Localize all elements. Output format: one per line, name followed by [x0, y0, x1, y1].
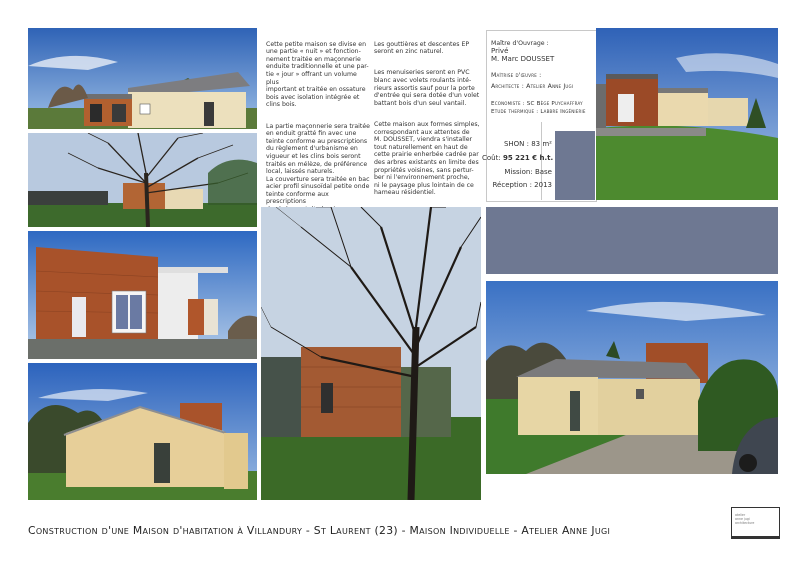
cost-value: 95 221 € h.t. [502, 154, 554, 162]
photo-tree-and-house [28, 133, 257, 227]
atelier-logo [731, 507, 780, 539]
description-column-1 [266, 33, 370, 227]
owner-type: Privé [491, 47, 509, 55]
owner-label: Maître d'Ouvrage : [491, 40, 549, 47]
photo-wood-cladding-corner [28, 231, 257, 359]
photo-house-with-driveway [486, 281, 778, 474]
description-paragraph: Les menuiseries seront en PVC blanc avec volets roulants inté- rieurs assortis sauf pour la porte d'entrée qui sera dotée d'un volet battant bois d'un seul vantail. [374, 69, 480, 107]
reception-value: Réception : 2013 [492, 181, 552, 189]
cost-label: Coût: [482, 154, 501, 162]
photo-tree-in-front-of-house [261, 207, 481, 500]
slate-accent-bar [555, 131, 595, 200]
logo-underline [731, 536, 780, 539]
photo-house-on-hill [596, 28, 778, 200]
thermal-credit: Etude thermique : Labbre Ingénierie [491, 109, 586, 115]
owner-name: M. Marc DOUSSET [491, 55, 555, 63]
logo-line: atelier [735, 513, 746, 517]
photo-render-gable-facade [28, 363, 257, 500]
shon-value: SHON : 83 m² [503, 140, 552, 148]
logo-line: anne jugi [735, 517, 750, 521]
slate-banner [486, 207, 778, 274]
project-title-footer: Construction d'une Maison d'habitation à Villandury - St Laurent (23) - Maison Individuelle - Atelier Anne Jugi [28, 524, 611, 537]
cost-row [482, 154, 552, 162]
description-paragraph: La partie maçonnerie sera traitée en enduit gratté fin avec une teinte conforme au prescriptions du règlement d'urbanisme en vigueur et les clins bois seront traités en mélèze, de préférence local, laissés naturels. La couverture sera traitée en bac acier profil sinusoïdal petite onde teinte conforme aux prescriptions [266, 122, 370, 206]
mission-value: Mission: Base [504, 168, 552, 176]
economist-credit: Economiste : SC Bège Puychaffray [491, 101, 583, 107]
photo-house-side-view [28, 28, 257, 129]
description-paragraph: Cette maison aux formes simples, correspondant aux attentes de M. DOUSSET, viendra s'installer tout naturellement en haut de cette prairie enherbée cadrée par des arbres existants en limite des propriétés voisines, sans pertur- ber ni l'environnement proche, ni le paysage plus lointain de ce hameau résidentiel. [374, 120, 480, 197]
description-paragraph: Cette petite maison se divise en une partie « nuit » et fonction- nement traitée en maçonnerie enduite traditionnelle et une par- tie « jour » offrant un volume plus important et traitée en ossature bois avec isolation intégrée et clins bois. [266, 40, 369, 109]
description-column-2 [374, 33, 480, 210]
logo-line: architecture [735, 521, 755, 525]
architect-credit: Architecte : Atelier Anne Jugi [491, 83, 574, 90]
moe-label: Maîtrise d'œuvre : [491, 72, 542, 79]
description-paragraph: Les gouttières et descentes EP seront en zinc naturel. [374, 40, 470, 56]
